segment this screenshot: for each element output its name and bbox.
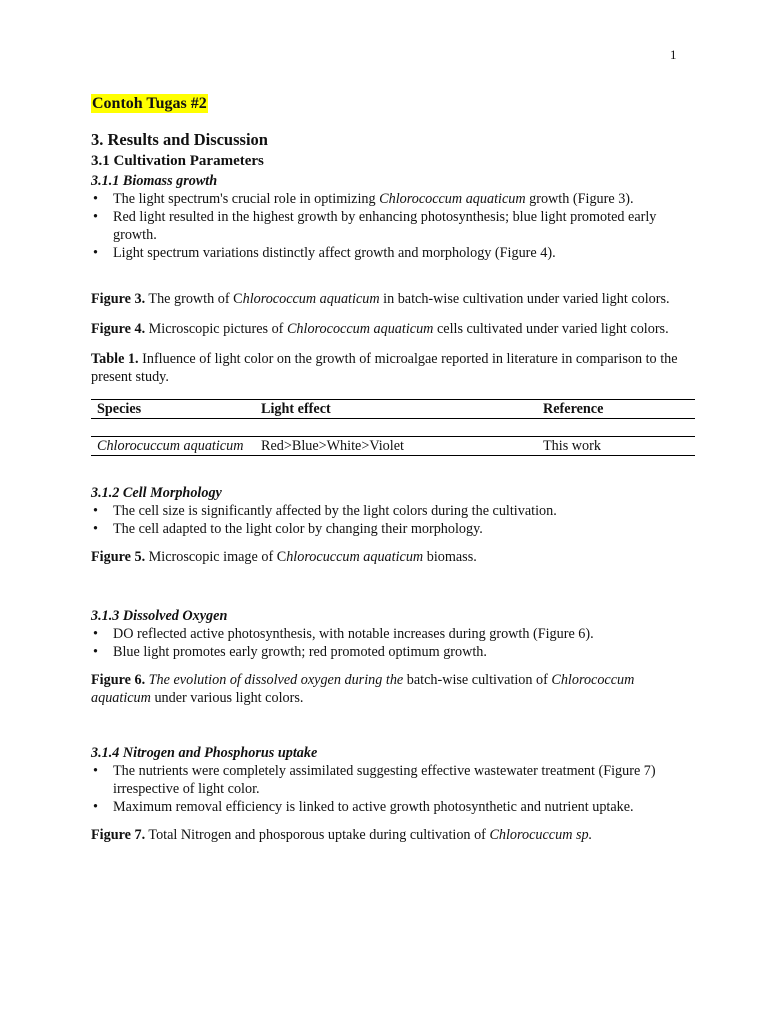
column-header-species: Species — [97, 401, 142, 417]
column-header-reference: Reference — [543, 401, 604, 417]
table-header-row — [91, 400, 695, 419]
figure-3-caption: Figure 3. The growth of Chlorococcum aquaticum in batch-wise cultivation under varied light colors. — [91, 291, 670, 307]
nutrient-bullets — [91, 762, 695, 816]
subsection-title: 3.1 Cultivation Parameters — [91, 153, 264, 169]
biomass-bullets — [91, 190, 695, 262]
document-body — [91, 94, 695, 844]
figure-7-caption: Figure 7. Total Nitrogen and phosporous uptake during cultivation of Chlorocuccum sp. — [91, 827, 593, 843]
literature-table — [91, 399, 695, 456]
heading-dissolved-oxygen: 3.1.3 Dissolved Oxygen — [91, 608, 228, 624]
list-item: • Red light resulted in the highest growth by enhancing photosynthesis; blue light promoted early growth. — [91, 208, 695, 244]
figure-5-caption: Figure 5. Microscopic image of Chlorocuccum aquaticum biomass. — [91, 549, 477, 565]
section-title: 3. Results and Discussion — [91, 130, 268, 149]
column-header-light-effect: Light effect — [261, 401, 331, 417]
heading-cell-morphology: 3.1.2 Cell Morphology — [91, 485, 222, 501]
page-number: 1 — [670, 47, 677, 62]
list-item: • Light spectrum variations distinctly affect growth and morphology (Figure 4). — [91, 244, 695, 262]
list-item: • The cell adapted to the light color by changing their morphology. — [91, 520, 695, 538]
table-1-caption: Table 1. Influence of light color on the growth of microalgae reported in literature in comparison to the present study. — [91, 351, 678, 385]
highlighted-title: Contoh Tugas #2 — [92, 95, 207, 112]
table-row-empty — [91, 419, 695, 437]
oxygen-bullets — [91, 625, 695, 661]
list-item: • The nutrients were completely assimilated suggesting effective wastewater treatment (Figure 7) irrespective of light color. — [91, 762, 695, 798]
cell-light-effect: Red>Blue>White>Violet — [261, 438, 404, 454]
table-row — [91, 437, 695, 456]
figure-6-caption: Figure 6. The evolution of dissolved oxygen during the batch-wise cultivation of Chlorococcum aquaticum under various light colors. — [91, 672, 635, 706]
cell-reference: This work — [543, 438, 601, 454]
list-item: • Blue light promotes early growth; red promoted optimum growth. — [91, 643, 695, 661]
heading-biomass-growth: 3.1.1 Biomass growth — [91, 173, 218, 189]
cell-species: Chlorocuccum aquaticum — [97, 438, 244, 454]
figure-4-caption: Figure 4. Microscopic pictures of Chlorococcum aquaticum cells cultivated under varied light colors. — [91, 321, 669, 337]
list-item: • The cell size is significantly affected by the light colors during the cultivation. — [91, 502, 695, 520]
list-item: • Maximum removal efficiency is linked to active growth photosynthetic and nutrient uptake. — [91, 798, 695, 816]
heading-nitrogen-phosphorus: 3.1.4 Nitrogen and Phosphorus uptake — [91, 745, 318, 761]
list-item: • The light spectrum's crucial role in optimizing Chlorococcum aquaticum growth (Figure 3). — [91, 190, 695, 208]
list-item: • DO reflected active photosynthesis, with notable increases during growth (Figure 6). — [91, 625, 695, 643]
morphology-bullets — [91, 502, 695, 538]
assignment-badge — [91, 94, 695, 113]
